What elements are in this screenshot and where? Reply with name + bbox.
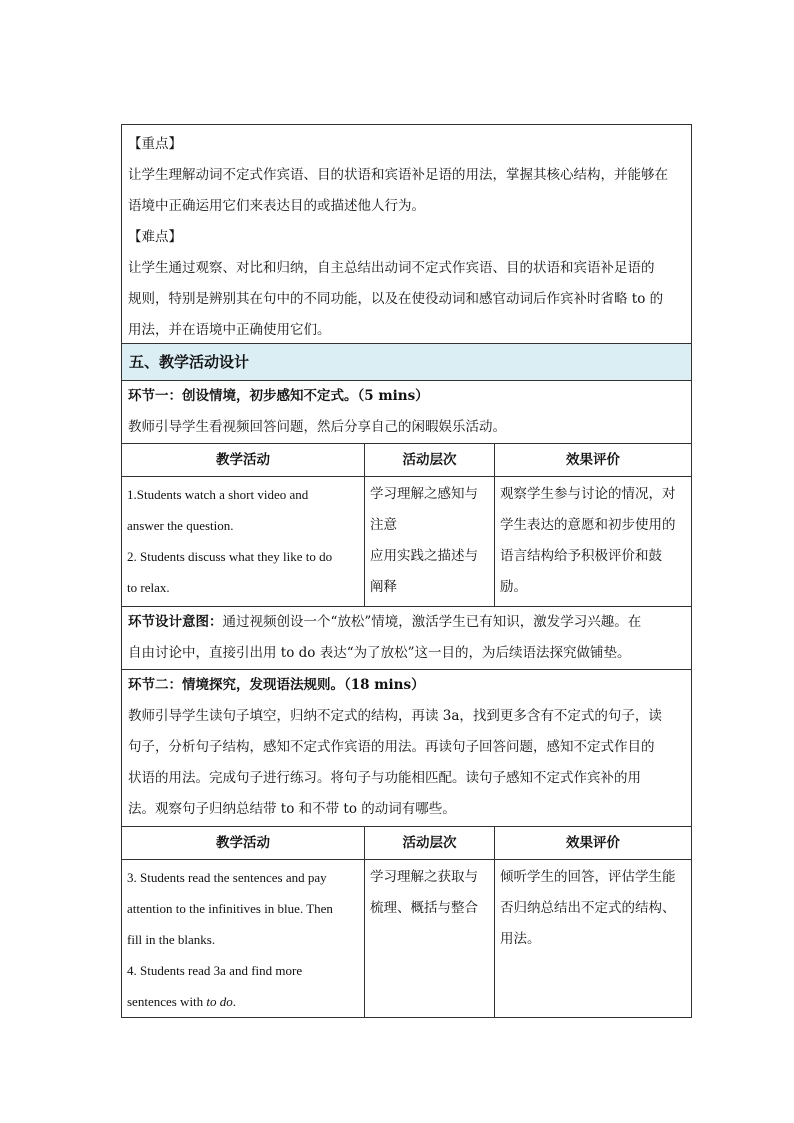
key-points-line: 语境中正确运用它们来表达目的或描述他人行为。: [128, 198, 425, 214]
evaluation-text: 倾听学生的回答，评估学生能否归纳总结出不定式的结构、用法。: [500, 869, 676, 947]
level-line: 学习理解之获取与: [370, 869, 478, 885]
stage2-header: [122, 670, 691, 827]
stage2-intro-line: 状语的用法。完成句子进行练习。将句子与功能相匹配。读句子感知不定式作宾补的用: [128, 770, 641, 786]
stage2-activities: [122, 860, 365, 1017]
stage1-title: 环节一：创设情境，初步感知不定式。（5 mins）: [128, 388, 429, 404]
activity-line: 3. Students read the sentences and pay: [127, 870, 327, 885]
header-activity: 教学活动: [122, 444, 365, 476]
intent-line: 自由讨论中，直接引出用 to do 表达“为了放松”这一目的，为后续语法探究做铺垫。: [128, 645, 631, 661]
key-points-line: 让学生理解动词不定式作宾语、目的状语和宾语补足语的用法，掌握其核心结构，并能够在: [128, 167, 668, 183]
stage2-table-header: [122, 827, 691, 860]
stage1-table-header: [122, 444, 691, 477]
difficulties-line: 用法，并在语境中正确使用它们。: [128, 322, 331, 338]
difficulties-heading: 【难点】: [128, 229, 182, 245]
stage2-evaluation: [495, 860, 691, 1017]
stage2-intro-line: 法。观察句子归纳总结带 to 和不带 to 的动词有哪些。: [128, 801, 456, 817]
key-difficult-points: [122, 125, 691, 344]
stage1-intro: 教师引导学生看视频回答问题，然后分享自己的闲暇娱乐活动。: [128, 419, 506, 435]
activity-line: [127, 986, 359, 1017]
stage1-intent: [122, 607, 691, 670]
activity-text: .: [232, 994, 237, 1009]
section-five-title: 五、教学活动设计: [122, 344, 691, 381]
stage2-title: 环节二：情境探究，发现语法规则。（18 mins）: [128, 677, 425, 693]
stage1-header: [122, 381, 691, 444]
stage1-activities: [122, 477, 365, 606]
stage2-levels: [365, 860, 495, 1017]
stage2-intro-line: 教师引导学生读句子填空，归纳不定式的结构，再读 3a，找到更多含有不定式的句子，读: [128, 708, 662, 724]
difficulties-line: 规则，特别是辨别其在句中的不同功能，以及在使役动词和感官动词后作宾补时省略 to 的: [128, 291, 664, 307]
stage2-intro-line: 句子，分析句子结构，感知不定式作宾语的用法。再读句子回答问题，感知不定式作目的: [128, 739, 655, 755]
activity-line: 4. Students read 3a and find more: [127, 963, 303, 978]
activity-line: 2. Students discuss what they like to do: [127, 549, 333, 564]
activity-line: fill in the blanks.: [127, 932, 216, 947]
activity-line: answer the question.: [127, 518, 234, 533]
header-evaluation: 效果评价: [566, 452, 620, 468]
intent-line: 通过视频创设一个“放松”情境，激活学生已有知识，激发学习兴趣。在: [222, 614, 642, 630]
header-evaluation: 效果评价: [566, 835, 620, 851]
lesson-plan-table: [121, 124, 692, 1018]
level-line: 注意: [370, 517, 397, 533]
activity-text: sentences with: [127, 994, 207, 1009]
stage2-activity-row: [122, 860, 691, 1017]
difficulties-line: 让学生通过观察、对比和归纳，自主总结出动词不定式作宾语、目的状语和宾语补足语的: [128, 260, 655, 276]
header-level: 活动层次: [365, 827, 495, 859]
stage1-evaluation: [495, 477, 691, 606]
level-line: 阐释: [370, 579, 397, 595]
activity-line: attention to the infinitives in blue. Then: [127, 901, 333, 916]
header-level: 活动层次: [365, 444, 495, 476]
level-line: 梳理、概括与整合: [370, 900, 478, 916]
key-points-heading: 【重点】: [128, 136, 182, 152]
activity-line: 1.Students watch a short video and: [127, 487, 309, 502]
level-line: 学习理解之感知与: [370, 486, 478, 502]
activity-line: to relax.: [127, 580, 170, 595]
header-activity: 教学活动: [122, 827, 365, 859]
stage1-levels: [365, 477, 495, 606]
stage1-activity-row: [122, 477, 691, 607]
intent-label: 环节设计意图：: [128, 614, 223, 630]
activity-italic-text: to do: [206, 994, 233, 1009]
level-line: 应用实践之描述与: [370, 548, 478, 564]
evaluation-text: 观察学生参与讨论的情况，对学生表达的意愿和初步使用的语言结构给予积极评价和鼓励。: [500, 486, 676, 595]
